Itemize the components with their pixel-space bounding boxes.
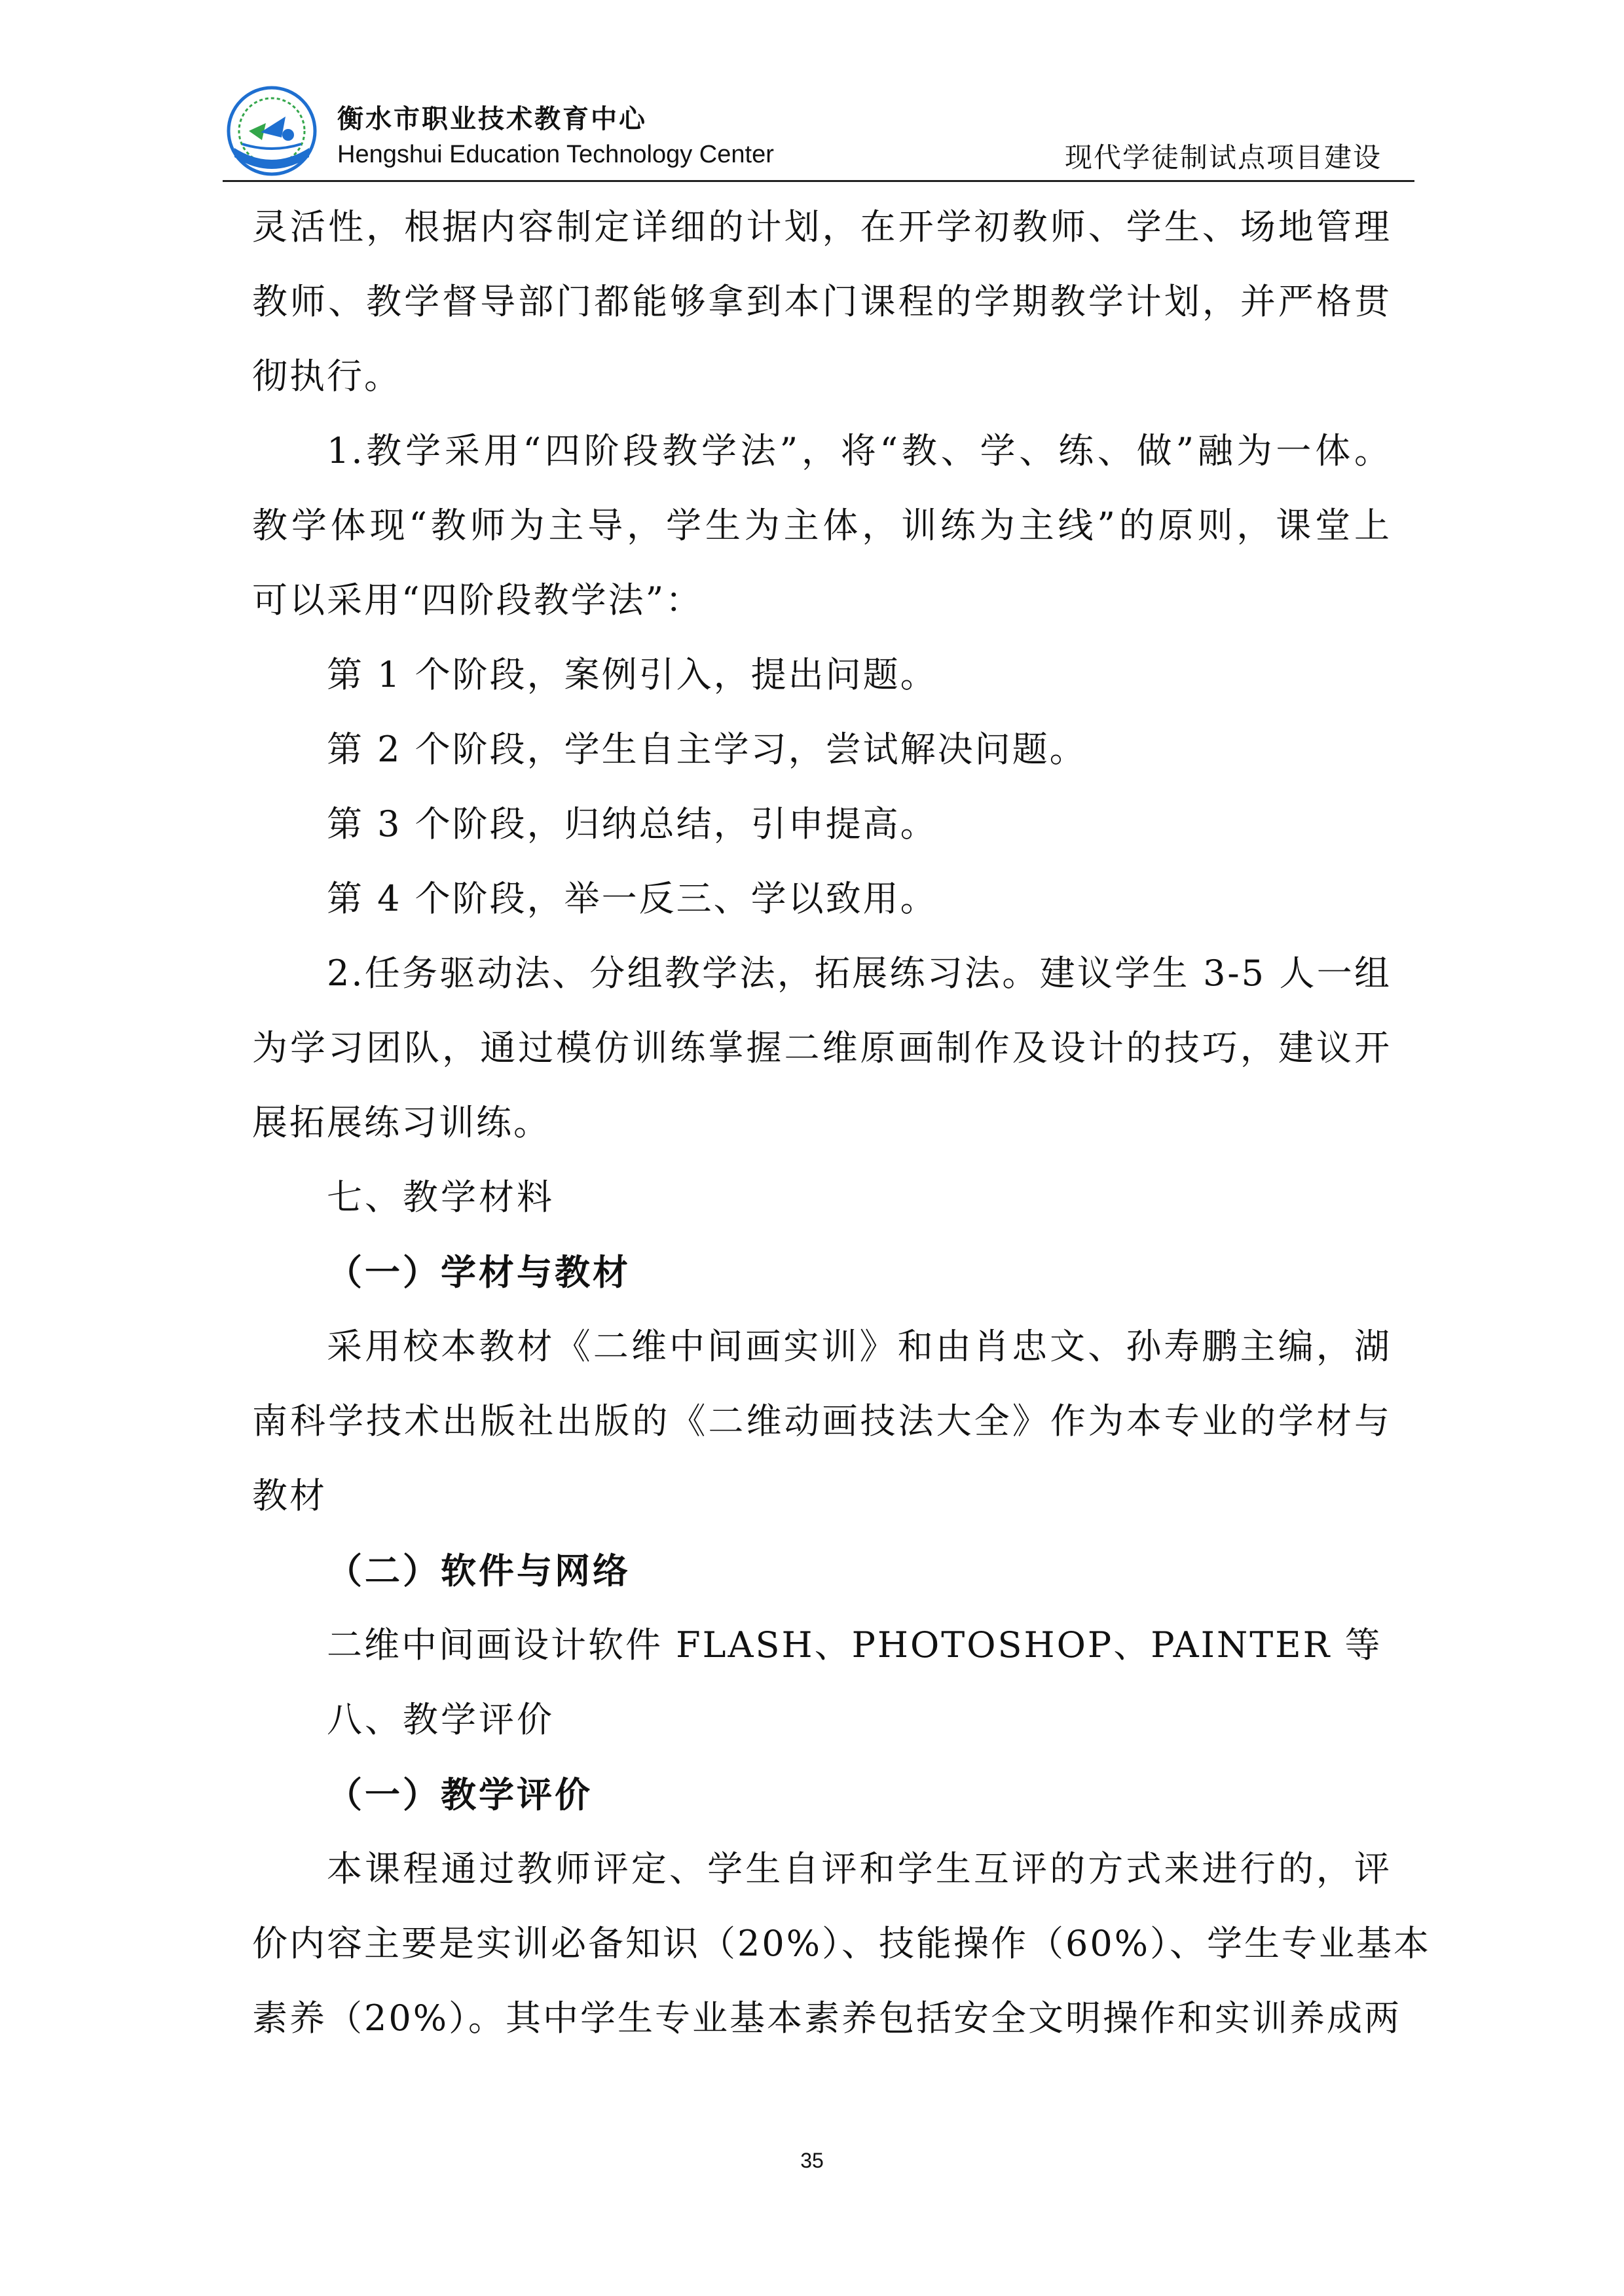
subsection-heading: （二）软件与网络 [327,1550,631,1592]
paragraph-line: 彻执行。 [252,355,401,397]
project-title: 现代学徒制试点项目建设 [1064,141,1382,173]
paragraph-line: 教材 [252,1475,327,1516]
list-item: 第 1 个阶段，案例引入，提出问题。 [327,654,938,695]
paragraph-line: 2.任务驱动法、分组教学法，拓展练习法。建议学生 3-5 人一组 [327,953,1392,994]
paragraph-line: 1.教学采用“四阶段教学法”，将“教、学、练、做”融为一体。 [327,430,1392,471]
subsection-heading: （一）教学评价 [327,1774,593,1815]
paragraph-line: 南科学技术出版社出版的《二维动画技法大全》作为本专业的学材与 [252,1400,1392,1442]
paragraph-line: 二维中间画设计软件 FLASH、PHOTOSHOP、PAINTER 等 [327,1624,1382,1666]
paragraph-line: 展拓展练习训练。 [252,1102,551,1143]
paragraph-line: 为学习团队，通过模仿训练掌握二维原画制作及设计的技巧，建议开 [252,1027,1392,1068]
paragraph-line: 素养（20%）。其中学生专业基本素养包括安全文明操作和实训养成两 [252,1997,1402,2039]
list-item: 第 2 个阶段，学生自主学习，尝试解决问题。 [327,729,1087,770]
paragraph-line: 价内容主要是实训必备知识（20%）、技能操作（60%）、学生专业基本 [252,1923,1431,1964]
section-heading: 八、教学评价 [327,1699,555,1740]
paragraph-line: 教师、教学督导部门都能够拿到本门课程的学期教学计划，并严格贯 [252,281,1392,322]
document-body [252,190,1431,2056]
paragraph-line: 教学体现“教师为主导，学生为主体，训练为主线”的原则，课堂上 [252,505,1392,546]
school-logo-icon [223,85,321,177]
list-item: 第 3 个阶段，归纳总结，引申提高。 [327,803,938,845]
list-item: 第 4 个阶段，举一反三、学以致用。 [327,878,938,919]
org-name-cn: 衡水市职业技术教育中心 [337,104,647,134]
paragraph-line: 采用校本教材《二维中间画实训》和由肖忠文、孙寿鹏主编，湖 [327,1326,1392,1367]
section-heading: 七、教学材料 [327,1176,555,1218]
page-header [223,85,1414,182]
org-name-en: Hengshui Education Technology Center [337,141,774,168]
subsection-heading: （一）学材与教材 [327,1251,631,1293]
paragraph-line: 灵活性，根据内容制定详细的计划，在开学初教师、学生、场地管理 [252,206,1392,247]
paragraph-line: 可以采用“四阶段教学法”： [252,579,703,621]
paragraph-line: 本课程通过教师评定、学生自评和学生互评的方式来进行的，评 [327,1848,1392,1889]
page-number: 35 [800,2149,824,2172]
